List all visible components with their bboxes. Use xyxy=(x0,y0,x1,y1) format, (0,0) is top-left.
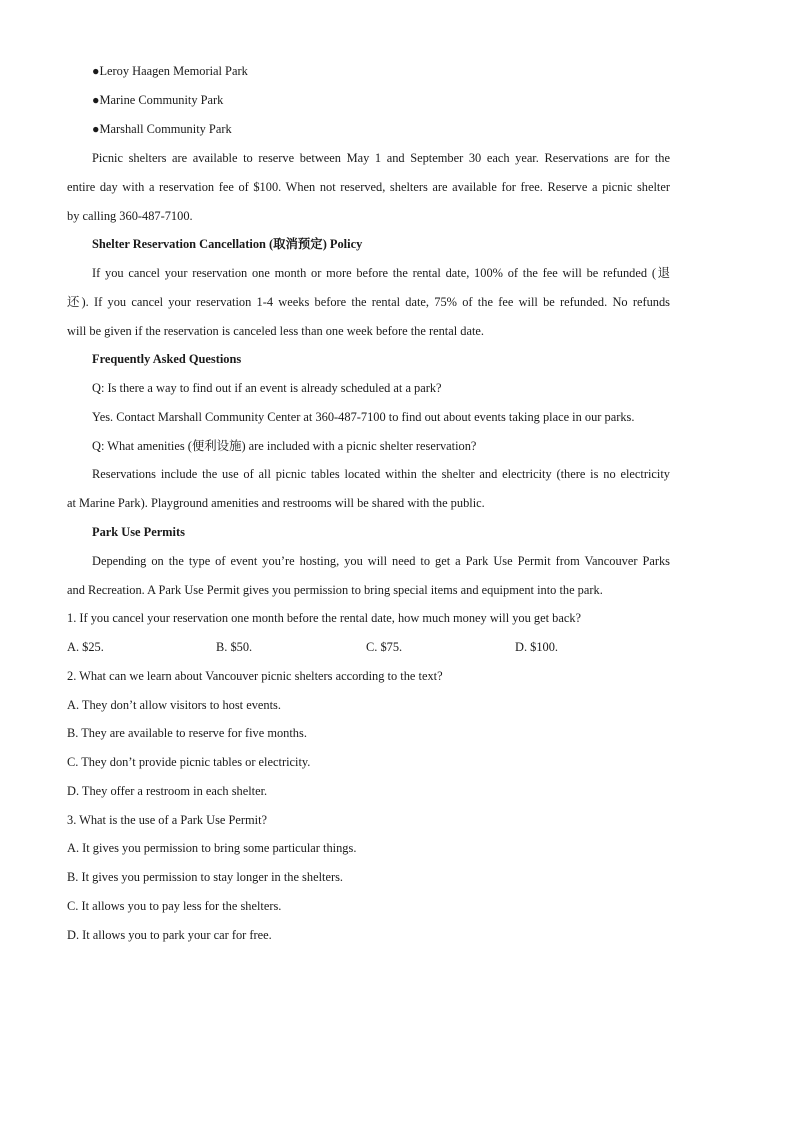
q3-option-c: C. It allows you to pay less for the shelters. xyxy=(67,899,282,913)
cancel-policy-heading: Shelter Reservation Cancellation (取消预定) Policy xyxy=(92,237,363,251)
permit-paragraph-line: and Recreation. A Park Use Permit gives you permission to bring special items and equipment into the park. xyxy=(67,583,603,597)
q1-option-b: B. $50. xyxy=(216,640,253,654)
faq-answer: Yes. Contact Marshall Community Center at 360-487-7100 to find out about events taking place in our parks. xyxy=(92,410,635,424)
faq-question: Q: What amenities (便利设施) are included with a picnic shelter reservation? xyxy=(92,439,477,453)
park-list-item: ●Marine Community Park xyxy=(92,93,224,107)
amenities-paragraph-line: Reservations include the use of all picnic tables located within the shelter and electricity (there is no electricity xyxy=(92,467,670,481)
q3-option-b: B. It gives you permission to stay longer in the shelters. xyxy=(67,870,344,884)
cancel-paragraph-line: If you cancel your reservation one month or more before the rental date, 100% of the fee will be refunded (退 xyxy=(92,266,670,280)
cancel-paragraph-line: will be given if the reservation is canceled less than one week before the rental date. xyxy=(67,324,484,338)
reserve-paragraph-line: entire day with a reservation fee of $100. When not reserved, shelters are available for free. Reserve a picnic shelter xyxy=(67,180,670,194)
faq-heading: Frequently Asked Questions xyxy=(92,352,242,366)
q1-option-c: C. $75. xyxy=(366,640,403,654)
reserve-paragraph-line: Picnic shelters are available to reserve between May 1 and September 30 each year. Reservations are for the xyxy=(92,151,670,165)
q2-option-a: A. They don’t allow visitors to host events. xyxy=(67,698,281,712)
question-3: 3. What is the use of a Park Use Permit? xyxy=(67,813,268,827)
q2-option-d: D. They offer a restroom in each shelter. xyxy=(67,784,268,798)
park-list-item: ●Leroy Haagen Memorial Park xyxy=(92,64,248,78)
q3-option-d: D. It allows you to park your car for free. xyxy=(67,928,272,942)
park-list-item: ●Marshall Community Park xyxy=(92,122,232,136)
q1-option-a: A. $25. xyxy=(67,640,104,654)
amenities-paragraph-line: at Marine Park). Playground amenities and restrooms will be shared with the public. xyxy=(67,496,485,510)
permit-heading: Park Use Permits xyxy=(92,525,185,539)
q1-option-d: D. $100. xyxy=(515,640,559,654)
cancel-paragraph-line: 还). If you cancel your reservation 1-4 weeks before the rental date, 75% of the fee will be refunded. No refunds xyxy=(67,295,670,309)
faq-question: Q: Is there a way to find out if an event is already scheduled at a park? xyxy=(92,381,442,395)
question-1: 1. If you cancel your reservation one month before the rental date, how much money will you get back? xyxy=(67,611,582,625)
q3-option-a: A. It gives you permission to bring some particular things. xyxy=(67,841,357,855)
q2-option-b: B. They are available to reserve for five months. xyxy=(67,726,307,740)
permit-paragraph-line: Depending on the type of event you’re hosting, you will need to get a Park Use Permit from Vancouver Parks xyxy=(92,554,670,568)
q2-option-c: C. They don’t provide picnic tables or electricity. xyxy=(67,755,311,769)
question-2: 2. What can we learn about Vancouver picnic shelters according to the text? xyxy=(67,669,443,683)
reserve-paragraph-line: by calling 360-487-7100. xyxy=(67,209,193,223)
